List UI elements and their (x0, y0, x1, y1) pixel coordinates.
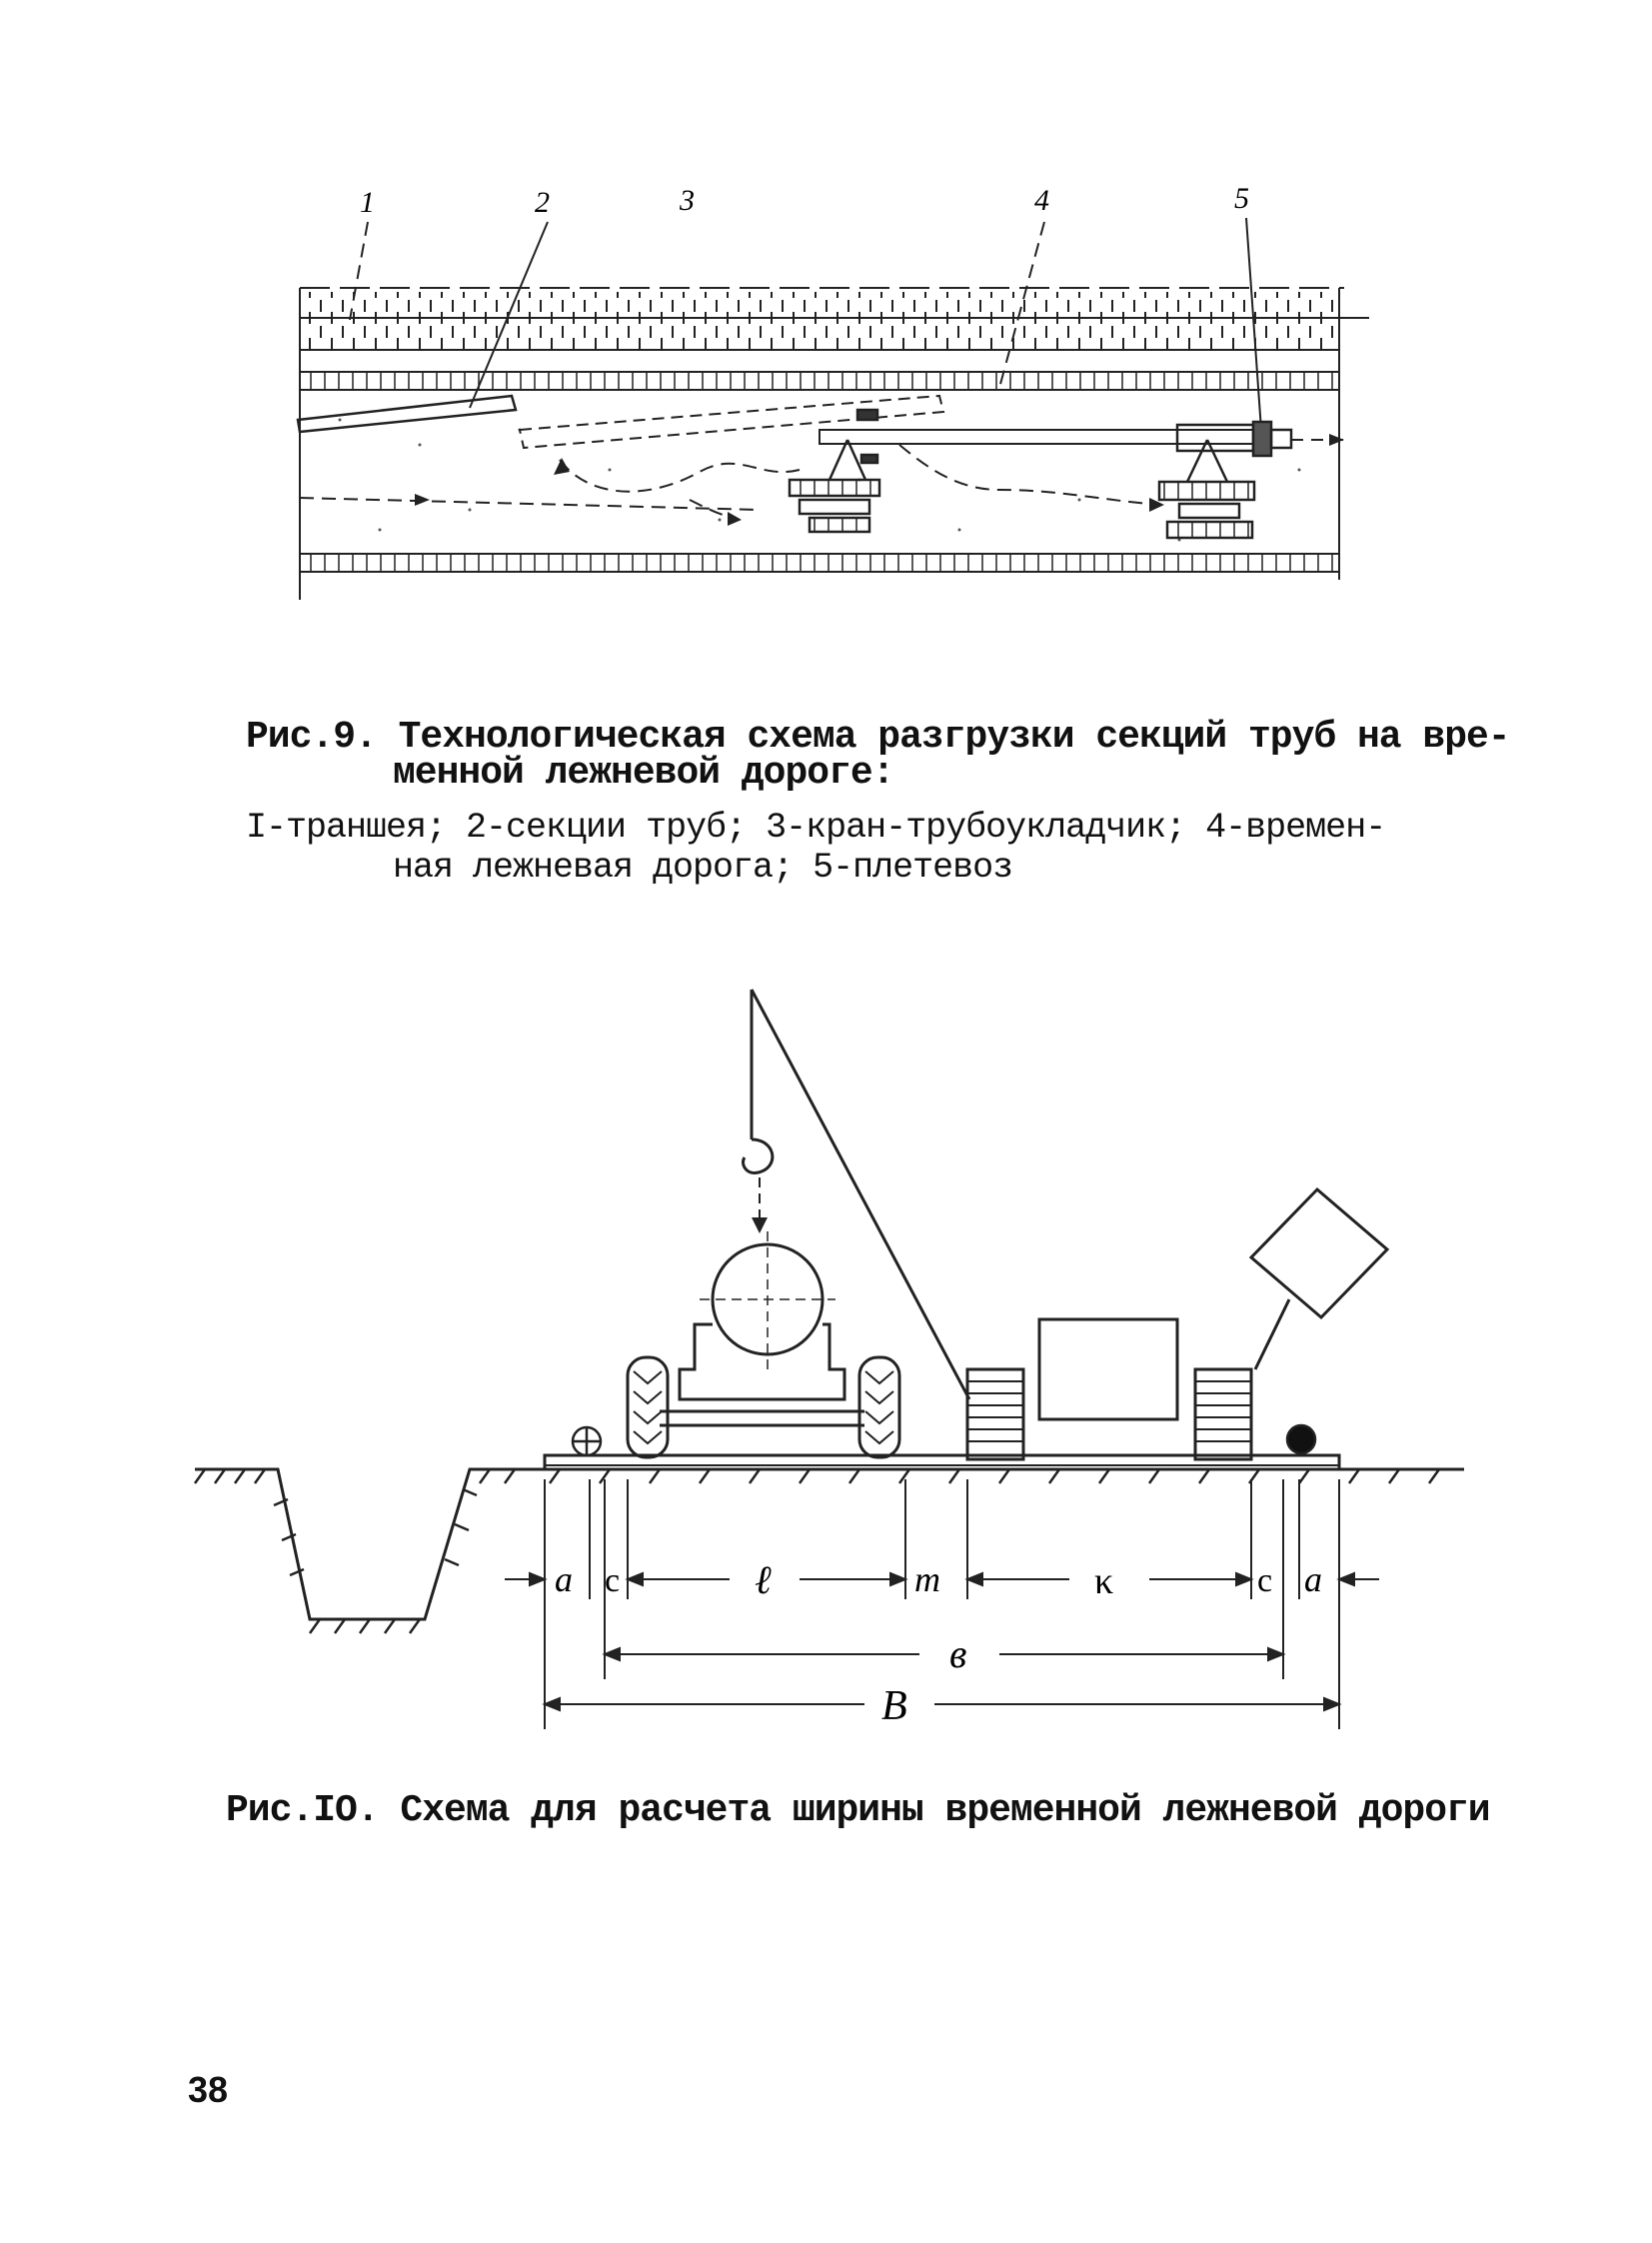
fig10-pipelayer-cab (1039, 1319, 1177, 1419)
fig10-pipe (700, 1231, 835, 1369)
fig9-pipe-section (298, 396, 516, 432)
page-number: 38 (188, 2069, 229, 2110)
fig9-movement-paths (300, 445, 1159, 520)
fig9-pipe-carrier (1177, 422, 1291, 456)
fig10-dim-a-right: a (1304, 1559, 1322, 1599)
fig10-road-deck (545, 1455, 1339, 1469)
fig9-pipelayer-right (1159, 440, 1254, 538)
fig10-track-right (1195, 1369, 1251, 1459)
fig9-label-3: 3 (680, 184, 695, 217)
fig9-label-5: 5 (1234, 182, 1249, 215)
fig10-edge-curb-right (1287, 1425, 1315, 1453)
fig10-edge-curb-left (573, 1427, 601, 1455)
fig9-caption-line2: менной лежневой дороге: (393, 752, 894, 795)
fig10-dimension-row-1 (505, 1573, 1379, 1585)
fig9-road-band-bottom (300, 554, 1339, 572)
fig10-wheel-left (628, 1357, 668, 1457)
fig10-dim-m: m (914, 1559, 940, 1599)
fig9-road-band-top (300, 372, 1339, 390)
fig10-ground-line (195, 1469, 1464, 1619)
fig9-legend-line2: ная лежневая дорога; 5-плетевоз (393, 848, 1013, 888)
figure-9-diagram (0, 0, 1652, 640)
fig9-pipe-on-carrier (820, 430, 1259, 444)
fig9-caption-line1: Рис.9. Технологическая схема разгрузки секций труб на вре- (246, 716, 1510, 759)
fig9-label-1: 1 (360, 186, 375, 219)
fig10-caption: Рис.IO. Схема для расчета ширины временной лежневой дороги (226, 1789, 1490, 1832)
fig9-label-4: 4 (1034, 184, 1049, 217)
fig10-dim-c-right: c (1257, 1562, 1273, 1599)
fig9-pipe-dashed (520, 396, 943, 448)
fig10-counterweight (1251, 1189, 1387, 1369)
fig10-dim-l: ℓ (755, 1557, 772, 1602)
fig10-dimension-row-2 (605, 1648, 1283, 1660)
fig10-track-left (967, 1369, 1023, 1459)
fig10-pipe-carrier (660, 1324, 864, 1425)
fig10-ground-hatching (195, 1469, 1439, 1633)
fig10-extension-lines (545, 1479, 1339, 1729)
fig10-crane-boom (744, 990, 969, 1399)
fig10-dim-c-left: c (605, 1562, 621, 1599)
fig10-dim-a-left: a (555, 1559, 573, 1599)
fig10-dim-b-small: в (949, 1631, 967, 1676)
fig9-pipelayer-left (790, 410, 879, 532)
fig9-tie-row-top (305, 292, 1334, 350)
fig9-legend-line1: I-траншея; 2-секции труб; 3-кран-трубоукладчик; 4-времен- (246, 808, 1386, 848)
fig9-label-2: 2 (535, 186, 550, 219)
fig10-wheel-right (859, 1357, 899, 1457)
fig10-dimension-row-3 (545, 1698, 1339, 1710)
fig10-dim-B: B (881, 1683, 907, 1729)
figure-10-diagram (0, 960, 1652, 1739)
fig10-dim-k: κ (1094, 1560, 1114, 1602)
